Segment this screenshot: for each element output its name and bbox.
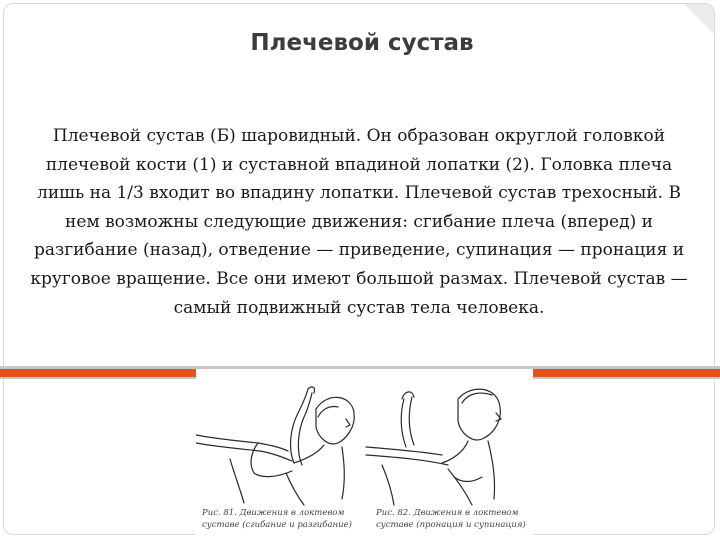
figure-caption-right-2: суставе (пронация и супинация) [376,520,526,530]
slide-body-text: Плечевой сустав (Б) шаровидный. Он образован округлой головкой плечевой кости (1) и суставной впадиной лопатки (2). Головка плеча лишь на 1/3 входит во впадину лопатки. Плечевой сустав трехосный. В нем возможны следующие движения: сгибание плеча (вперед) и разгибание (назад), отведение — приведение, супинация — пронация и круговое вращение. Все они имеют большой размах. Плечевой сустав — самый подвижный сустав тела человека. [30,126,688,318]
figure-caption-left-2: суставе (сгибание и разгибание) [202,520,352,530]
divider-band-left [0,377,196,379]
slide-title: Плечевой сустав [250,30,474,56]
accent-bar-left [0,369,196,377]
figure-caption-left-1: Рис. 81. Движения в локтевом [202,508,345,518]
elbow-joint-illustration [196,369,533,540]
divider-band-right [533,377,720,379]
accent-bar-right [533,369,720,377]
illustration-drawing [196,369,533,540]
figure-caption-right-1: Рис. 82. Движения в локтевом [376,508,519,518]
